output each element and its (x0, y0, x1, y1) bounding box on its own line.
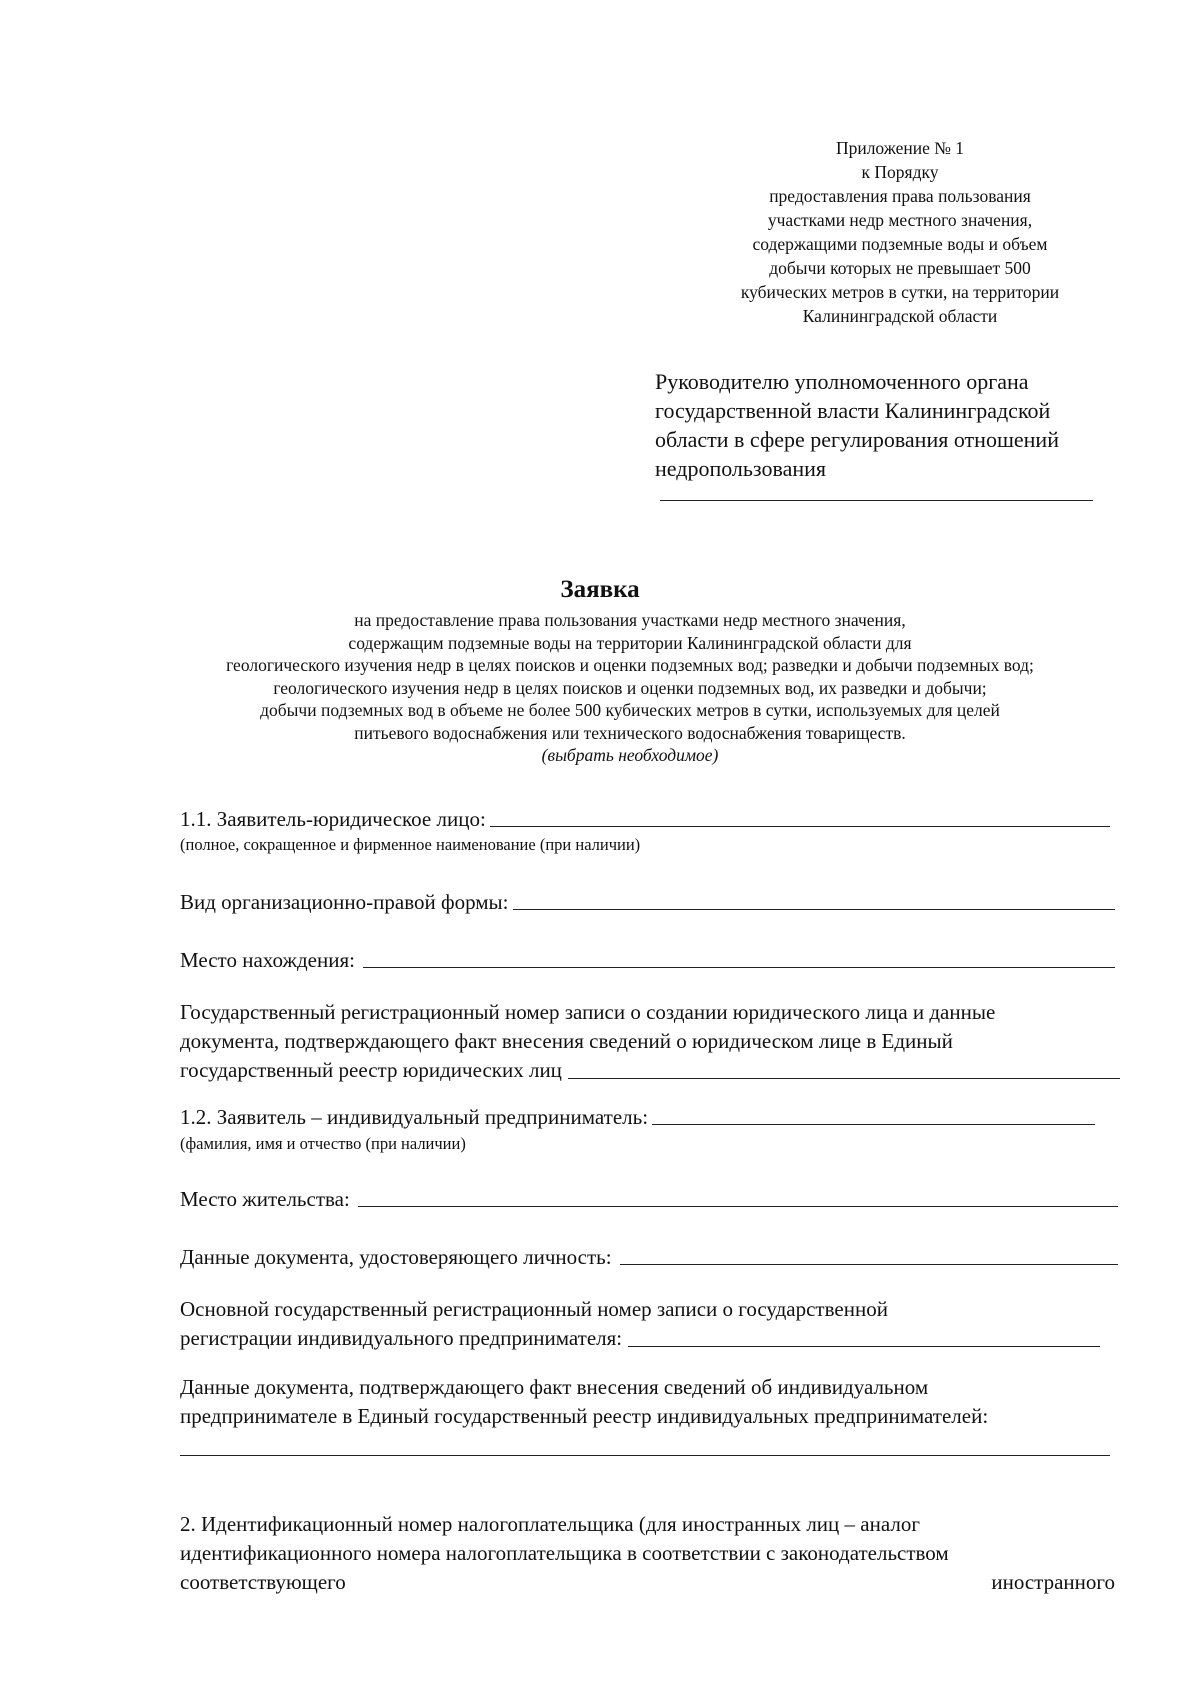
ogrn-blank[interactable] (568, 1078, 1120, 1079)
ip-hint: (фамилия, имя и отчество (при наличии) (180, 1134, 466, 1153)
appendix-line: предоставления права пользования (769, 186, 1031, 206)
legal-entity-label: 1.1. Заявитель-юридическое лицо: (180, 807, 486, 831)
addressee-line: области в сфере регулирования отношений (655, 427, 1059, 452)
subtitle-line: геологического изучения недр в целях поисков и оценки подземных вод; разведки и добычи подземных вод; (226, 655, 1034, 675)
ogrnip-last-line (180, 1324, 1100, 1353)
appendix-line: к Порядку (861, 162, 939, 182)
id-doc-label: Данные документа, удостоверяющего личность: (180, 1245, 612, 1269)
location-row (180, 946, 1115, 974)
subtitle-note: (выбрать необходимое) (541, 745, 719, 765)
subtitle-line: геологического изучения недр в целях поисков и оценки подземных вод, их разведки и добычи; (273, 677, 987, 698)
document-subtitle (180, 609, 1080, 767)
ogrn-line: государственный реестр юридических лиц (180, 1058, 562, 1082)
org-form-blank[interactable] (513, 909, 1116, 910)
appendix-block (700, 136, 1100, 328)
subtitle-line: питьевого водоснабжения или технического водоснабжения товариществ. (354, 722, 906, 743)
ogrnip-blank[interactable] (628, 1346, 1100, 1347)
appendix-line: Приложение № 1 (835, 138, 965, 158)
ogrnip-line: регистрации индивидуального предпринимателя: (180, 1326, 623, 1350)
egrip-line: предпринимателе в Единый государственный реестр индивидуальных предпринимателей: (180, 1404, 989, 1428)
ogrn-line: документа, подтверждающего факт внесения сведений о юридическом лице в Единый (180, 1029, 953, 1053)
document-title: Заявка (560, 576, 640, 603)
id-doc-row (180, 1243, 1118, 1271)
ip-row (180, 1103, 1095, 1131)
ip-label: 1.2. Заявитель – индивидуальный предприниматель: (180, 1105, 649, 1129)
inn-line-right: иностранного (991, 1570, 1115, 1594)
addressee-line: Руководителю уполномоченного органа (655, 369, 1029, 394)
appendix-line: Калининградской области (802, 306, 998, 326)
legal-entity-row (180, 805, 1110, 833)
legal-entity-blank[interactable] (490, 826, 1110, 827)
addressee-block (655, 367, 1125, 483)
appendix-line: участками недр местного значения, (767, 210, 1033, 230)
inn-line: 2. Идентификационный номер налогоплательщика (для иностранных лиц – аналог (180, 1512, 920, 1536)
org-form-row (180, 888, 1115, 916)
inn-paragraph (180, 1510, 1120, 1568)
org-form-label: Вид организационно-правой формы: (180, 890, 509, 914)
residence-label: Место жительства: (180, 1187, 350, 1211)
egrip-line: Данные документа, подтверждающего факт внесения сведений об индивидуальном (180, 1375, 929, 1399)
ogrnip-line: Основной государственный регистрационный номер записи о государственной (180, 1297, 888, 1321)
ogrn-last-line (180, 1056, 1120, 1085)
ip-blank[interactable] (652, 1124, 1095, 1125)
subtitle-line: добычи подземных вод в объеме не более 500 кубических метров в сутки, используемых для целей (260, 700, 1000, 720)
legal-entity-hint: (полное, сокращенное и фирменное наименование (при наличии) (180, 835, 641, 854)
addressee-line: государственной власти Калининградской (655, 398, 1051, 423)
ogrnip-paragraph (180, 1295, 1120, 1353)
residence-blank[interactable] (358, 1206, 1118, 1207)
inn-line: идентификационного номера налогоплательщика в соответствии с законодательством (180, 1541, 949, 1565)
id-doc-blank[interactable] (620, 1264, 1118, 1265)
subtitle-line: на предоставление права пользования участками недр местного значения, (354, 610, 906, 630)
ogrn-paragraph (180, 998, 1120, 1085)
ogrn-line: Государственный регистрационный номер записи о создании юридического лица и данные (180, 1000, 996, 1024)
addressee-line: недропользования (655, 456, 827, 481)
location-label: Место нахождения: (180, 948, 355, 972)
appendix-line: содержащими подземные воды и объем (752, 234, 1048, 254)
inn-line-left: соответствующего (180, 1570, 346, 1594)
egrip-paragraph (180, 1373, 1120, 1431)
addressee-name-blank[interactable] (660, 500, 1093, 501)
appendix-line: добычи которых не превышает 500 (769, 258, 1031, 278)
location-blank[interactable] (363, 967, 1115, 968)
egrip-blank[interactable] (180, 1455, 1110, 1456)
subtitle-line: содержащим подземные воды на территории Калининградской области для (348, 632, 912, 653)
residence-row (180, 1185, 1118, 1213)
appendix-line: кубических метров в сутки, на территории (740, 282, 1060, 302)
